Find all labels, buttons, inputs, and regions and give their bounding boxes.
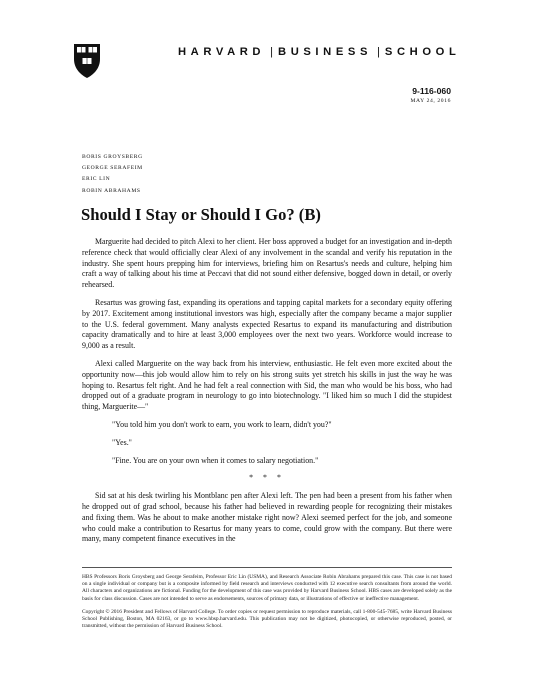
- dialogue-quote: "Yes.": [112, 437, 132, 447]
- body-paragraph: Alexi called Marguerite on the way back from his interview, enthusiastic. He felt even more excited about the opportunity now—this job would allow him to rely on his strong suits yet stretch his skills in just the way he was hoping to. Resartus felt right. And he had felt a real connection with Sid, the man who would be his boss, who had dropped out of a graduate program in neurology to go into biotechnology. "I liked him so much I did the stupidest thing, Marguerite—": [82, 358, 452, 412]
- body-paragraph: Sid sat at his desk twirling his Montblanc pen after Alexi left. The pen had been a present from his father when he dropped out of grad school, because his father had believed in rewarding people for recognizing their mistakes and fixing them. Was he about to make another mistake right now? Alexi seemed perfect for the job, and someone who could make a contribution to Resartus for many years to come, could grow with the company. But there were many, many competent finance executives in the: [82, 491, 452, 544]
- body-paragraph: Marguerite had decided to pitch Alexi to her client. Her boss approved a budget for an investigation and in-depth reference check that would officially clear Alexi of any involvement in the scandal and verify his reputation in the industry. She spent hours prepping him for interviews, briefing him on Resartus's needs and culture, helping him craft a way of talking about his time at Peccavi that did not sound either defensive, bogged down in detail, or overly rehearsed.: [82, 237, 452, 290]
- footer: [82, 574, 452, 636]
- author-name: ERIC LIN: [82, 176, 111, 183]
- section-break: * * *: [249, 473, 285, 483]
- case-number: 9-116-060: [412, 86, 451, 96]
- school-word-harvard: HARVARD: [178, 46, 266, 58]
- case-body: [82, 237, 452, 552]
- dialogue-quote: "You told him you don't work to earn, you work to learn, didn't you?": [112, 419, 332, 429]
- author-name: BORIS GROYSBERG: [82, 154, 143, 160]
- body-paragraph: Resartus was growing fast, expanding its operations and tapping capital markets for a secondary equity offering by 2017. Excitement among institutional investors was high, especially after the company became a major supplier to the U.S. federal government. Many analysts expected Resartus to expand its manufacturing and distribution capacity dramatically and to hire at least 3,000 employees over the next two years. Workforce would increase to 9,000 as a result.: [82, 297, 452, 351]
- case-title: Should I Stay or Should I Go? (B): [81, 205, 321, 224]
- author-list: [82, 152, 143, 197]
- dialogue-quote: "Fine. You are on your own when it comes to salary negotiation.": [112, 455, 319, 465]
- case-date: MAY 24, 2016: [410, 98, 451, 104]
- footer-divider: [82, 567, 452, 568]
- title-separator: |: [377, 46, 380, 58]
- footer-note: HBS Professors Boris Groysberg and George Serafeim, Professor Eric Lin (USMA), and Research Associate Robin Abrahams prepared this case. This case is not based on a single individual or company but is a composite informed by field research and interviews conducted with 12 executive search consultants from around the world. All characters and organizations are fictional. Funding for the development of this case was provided by Harvard Business School. HBS cases are developed solely as the basis for class discussion. Cases are not intended to serve as endorsements, sources of primary data, or illustrations of effective or ineffective management.: [82, 574, 452, 602]
- title-separator: |: [270, 46, 274, 58]
- author-name: ROBIN ABRAHAMS: [82, 187, 141, 194]
- harvard-shield-icon: [73, 43, 101, 79]
- school-word-school: SCHOOL: [384, 46, 461, 58]
- school-word-business: BUSINESS: [278, 46, 373, 58]
- footer-copyright: Copyright © 2016 President and Fellows of Harvard College. To order copies or request permission to reproduce materials, call 1-800-545-7685, write Harvard Business School Publishing, Boston, MA 02163, or go to www.hbsp.harvard.edu. This publication may not be digitized, photocopied, or otherwise reproduced, posted, or transmitted, without the permission of Harvard Business School.: [82, 608, 452, 630]
- school-name: [178, 46, 508, 58]
- author-name: GEORGE SERAFEIM: [82, 165, 143, 172]
